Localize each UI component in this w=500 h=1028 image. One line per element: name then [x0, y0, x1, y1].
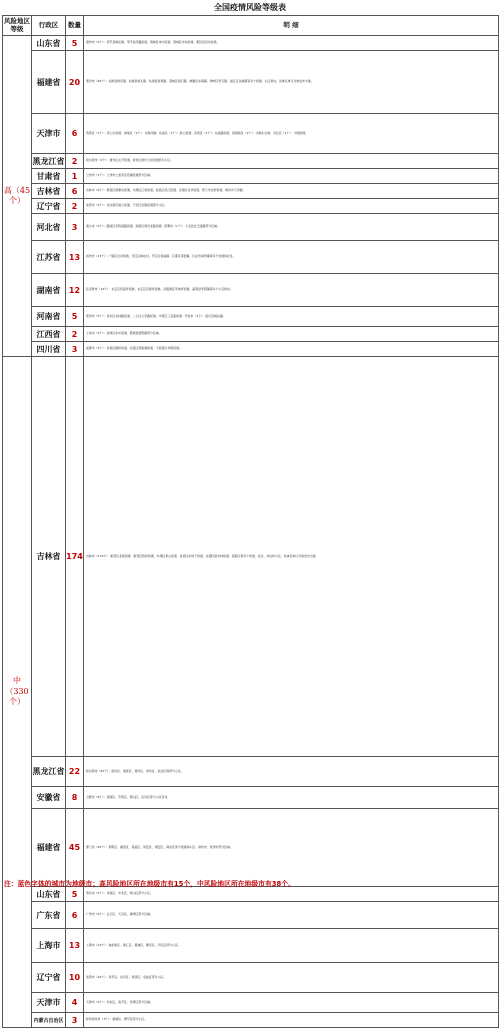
table-row	[3, 357, 499, 757]
table-row	[3, 154, 499, 169]
page-title: 全国疫情风险等级表	[214, 2, 286, 12]
detail-text: 张家界市（12个）：永定区西溪坪街道、永定区官黎坪街道、武陵源区军地坪街道、慈利县零阳镇等多个小区和村。	[86, 287, 233, 292]
province-cell: 江苏省	[32, 241, 66, 274]
count-cell: 10	[66, 963, 84, 993]
count-cell: 45	[66, 809, 84, 887]
risk-table	[2, 15, 499, 1028]
province-cell: 四川省	[32, 342, 66, 357]
province-cell: 广东省	[32, 902, 66, 929]
detail-text: 呼和浩特市（3个）：新城区、赛罕区部分小区。	[86, 1017, 148, 1022]
detail-cell	[84, 342, 499, 357]
province-cell: 黑龙江省	[32, 154, 66, 169]
detail-cell	[84, 169, 499, 184]
count-cell: 5	[66, 887, 84, 902]
detail-text: 兰州市（1个）：兰州市七里河区西湖街道部分区域。	[86, 173, 153, 178]
province-cell: 辽宁省	[32, 963, 66, 993]
table-row	[3, 307, 499, 327]
count-cell: 12	[66, 274, 84, 307]
detail-text: 天津市（4个）：河东区、南开区、西青区部分区域。	[86, 999, 153, 1004]
footnote: 注：蓝色字体的城市为地级市；高风险地区所在地级市有15个，中风险地区所在地级市有38个。	[4, 880, 295, 888]
detail-cell	[84, 199, 499, 214]
detail-text: 哈尔滨市（22个）：南岗区、道里区、道外区、香坊区、松北区等部分小区。	[86, 768, 184, 773]
detail-text: 厦门市（45个）：思明区、湖里区、集美区、同安区、翔安区、海沧区部分街道和小区；漳州市、泉州市部分区域。	[86, 844, 233, 849]
province-cell: 安徽省	[32, 787, 66, 809]
detail-text: 上海市（13个）：浦东新区、徐汇区、黄浦区、静安区、闵行区部分小区。	[86, 942, 181, 947]
detail-text: 郑州市（5个）：金水区北林路街道、二七区大学路街道、中原区三官庙街道；开封市（1个）：尉氏县城关镇。	[86, 313, 226, 318]
count-cell: 6	[66, 902, 84, 929]
detail-cell	[84, 963, 499, 993]
detail-cell	[84, 809, 499, 887]
detail-cell	[84, 307, 499, 327]
table-row	[3, 902, 499, 929]
count-cell: 2	[66, 199, 84, 214]
table-row	[3, 199, 499, 214]
count-cell: 3	[66, 342, 84, 357]
detail-text: 莆田市（20个）：仙游县枫亭镇、仙游县榜头镇、仙游县度尾镇、荔城区黄石镇、城厢区东海镇、秀屿区笏石镇、涵江区白塘镇等多个街道、小区和村，具体名单以当地发布为准。	[86, 79, 314, 84]
detail-cell	[84, 51, 499, 114]
province-cell: 黑龙江省	[32, 757, 66, 787]
count-cell: 13	[66, 929, 84, 963]
province-cell: 河北省	[32, 214, 66, 241]
count-cell: 2	[66, 154, 84, 169]
count-cell: 8	[66, 787, 84, 809]
province-cell: 山东省	[32, 887, 66, 902]
table-row	[3, 169, 499, 184]
count-cell: 3	[66, 214, 84, 241]
header-province: 行政区	[32, 16, 66, 36]
detail-cell	[84, 757, 499, 787]
detail-cell	[84, 993, 499, 1013]
header-level: 风险地区等级	[3, 16, 32, 36]
table-row	[3, 241, 499, 274]
detail-text: 扬州市（13个）：广陵区汶河街道、邗江区韩庄村、邗江区杨庙镇、江都区邵伯镇、仪征市真州镇等多个街道和社区。	[86, 254, 236, 259]
count-cell: 1	[66, 169, 84, 184]
province-cell: 天津市	[32, 114, 66, 154]
detail-cell	[84, 214, 499, 241]
detail-cell	[84, 787, 499, 809]
detail-text: 合肥市（8个）：瑶海区、庐阳区、蜀山区、包河区部分小区及村。	[86, 794, 171, 799]
count-cell: 13	[66, 241, 84, 274]
detail-cell	[84, 902, 499, 929]
detail-text: 成都市（3个）：武侯区簇桥街道、双流区西航港街道、天府新区华阳街道。	[86, 346, 182, 351]
detail-cell	[84, 36, 499, 51]
table-row	[3, 342, 499, 357]
count-cell: 174	[66, 357, 84, 757]
count-cell: 6	[66, 184, 84, 199]
count-cell: 5	[66, 307, 84, 327]
table-row	[3, 993, 499, 1013]
table-row	[3, 929, 499, 963]
province-cell: 吉林省	[32, 184, 66, 199]
detail-text: 上饶市（2个）：信州区东市街道、婺源县紫阳镇部分区域。	[86, 331, 162, 336]
count-cell: 2	[66, 327, 84, 342]
detail-cell	[84, 327, 499, 342]
count-cell: 5	[66, 36, 84, 51]
level-high-cell: 高（45个）	[3, 36, 32, 357]
table-row	[3, 787, 499, 809]
table-row	[3, 214, 499, 241]
detail-cell	[84, 154, 499, 169]
province-cell: 甘肃省	[32, 169, 66, 184]
table-header-row	[3, 16, 499, 36]
province-cell: 天津市	[32, 993, 66, 1013]
province-cell: 湖南省	[32, 274, 66, 307]
province-cell: 福建省	[32, 809, 66, 887]
detail-cell	[84, 114, 499, 154]
table-row	[3, 327, 499, 342]
detail-cell	[84, 241, 499, 274]
count-cell: 22	[66, 757, 84, 787]
detail-cell	[84, 274, 499, 307]
detail-cell	[84, 1013, 499, 1028]
detail-text: 沈阳市（2个）：沈北新区道义街道、于洪区北陵街道部分小区。	[86, 203, 168, 208]
detail-cell	[84, 357, 499, 757]
detail-text: 青岛市（5个）：市南区、市北区、崂山区部分小区。	[86, 891, 153, 896]
table-row	[3, 51, 499, 114]
count-cell: 4	[66, 993, 84, 1013]
detail-text: 沈阳市（10个）：和平区、沈河区、铁西区、皇姑区部分小区。	[86, 974, 167, 979]
level-medium-cell: 中（330个）	[3, 357, 32, 1028]
count-cell: 6	[66, 114, 84, 154]
province-cell: 内蒙古自治区	[32, 1013, 66, 1028]
detail-text: 唐山市（3个）：路南区学院南路街道、高新区建设北路街道；邯郸市（1个）：大名县龙王庙镇部分区域。	[86, 224, 220, 229]
detail-text: 西青区（1个）：李七庄街道；津南区（1个）：双桥河镇；东丽区（1个）：新立街道；河西区（1个）：友谊路街道；滨海新区（1个）：中新生态城；河北区（1个）：宁园街道。	[86, 130, 309, 135]
detail-text: 吉林市（174个）：船营区北极街道、船营区致和街道、丰满区泰山街道、昌邑区东局子街道、龙潭区新吉林街道、高新区等多个街道、社区、村屯和小区，具体名单以当地发布为准。	[86, 553, 319, 558]
province-cell: 江西省	[32, 327, 66, 342]
header-count: 数量	[66, 16, 84, 36]
table-row	[3, 184, 499, 199]
detail-cell	[84, 184, 499, 199]
province-cell: 福建省	[32, 51, 66, 114]
province-cell: 上海市	[32, 929, 66, 963]
table-row	[3, 114, 499, 154]
header-detail: 明 细	[84, 16, 499, 36]
province-cell: 山东省	[32, 36, 66, 51]
count-cell: 20	[66, 51, 84, 114]
detail-text: 滨州市（5个）：邹平县韩店镇、邹平县西董街道、滨城区市中街道、滨城区市东街道、惠民县何坊街道。	[86, 40, 220, 45]
province-cell: 辽宁省	[32, 199, 66, 214]
detail-cell	[84, 929, 499, 963]
table-row	[3, 809, 499, 887]
province-cell: 吉林省	[32, 357, 66, 757]
count-cell: 3	[66, 1013, 84, 1028]
detail-text: 吉林市（6个）：船营区黄旗屯街道、丰满区江南街道、昌邑区延江街道、龙潭区龙华街道、舒兰市吉舒街道、蛟河市天岗镇。	[86, 188, 246, 193]
table-row	[3, 274, 499, 307]
detail-text: 广州市（6个）：白云区、天河区、越秀区部分区域。	[86, 912, 153, 917]
table-row	[3, 757, 499, 787]
table-row	[3, 36, 499, 51]
table-row	[3, 963, 499, 993]
table-row	[3, 1013, 499, 1028]
province-cell: 河南省	[32, 307, 66, 327]
detail-text: 哈尔滨市（2个）：道外区太平街道、香坊区香坊大街街道部分小区。	[86, 158, 174, 163]
